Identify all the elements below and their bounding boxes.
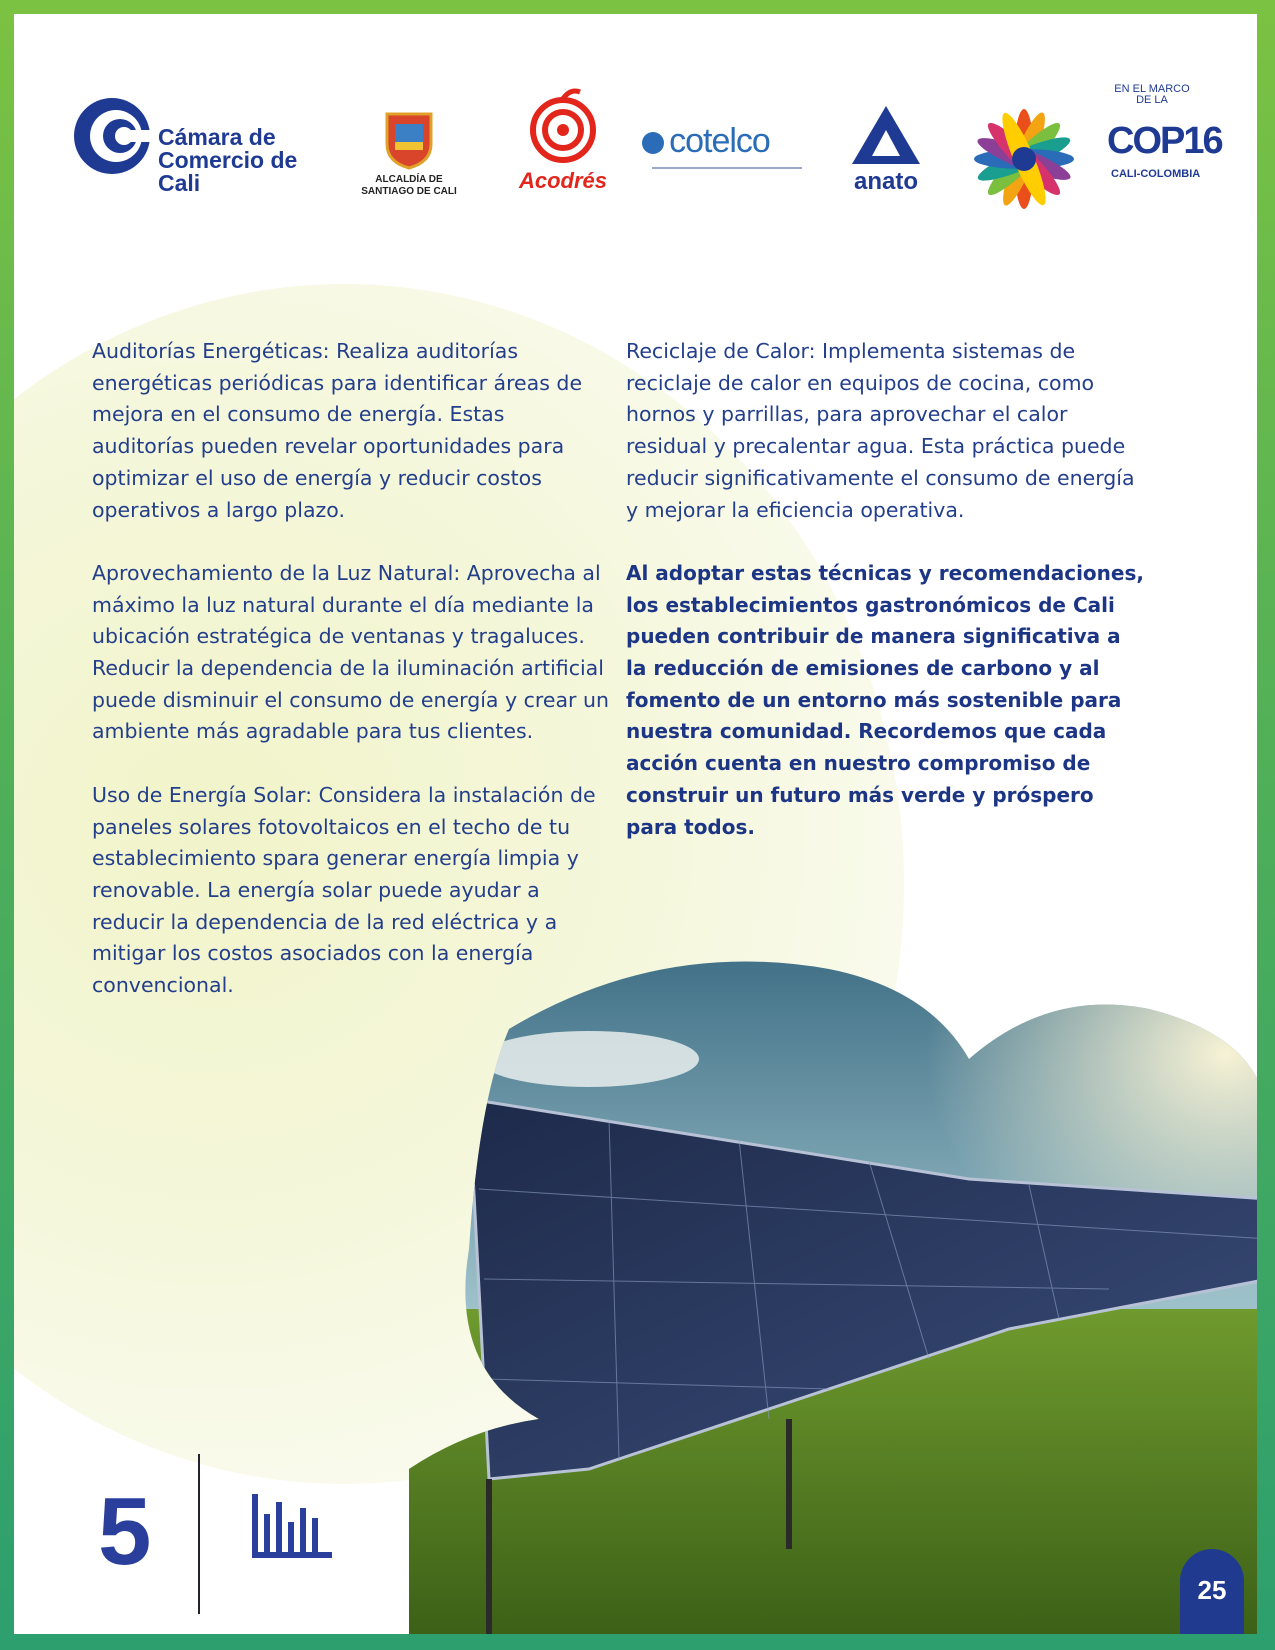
left-column — [92, 336, 612, 1033]
paragraph-conclusion: Al adoptar estas técnicas y recomendaciones, los establecimientos gastronómicos de Cali pueden contribuir de manera significativa a la reducción de emisiones de carbono y al fomento de un entorno más sostenible para nuestra comunidad. Recordemos que cada acción cuenta en nuestro compromiso de construir un futuro más verde y próspero para todos. — [626, 560, 1144, 839]
cop16-sub: CALI-COLOMBIA — [1111, 168, 1201, 180]
anato-name: anato — [853, 168, 918, 195]
paragraph-luz-natural: Aprovechamiento de la Luz Natural: Aprovecha al máximo la luz natural durante el día mediante la ubicación estratégica de ventanas y tragaluces. Reducir la dependencia de la iluminación artificial puede disminuir el consumo de energía y crear un ambiente más agradable para tus clientes. — [92, 560, 609, 744]
alcaldia-logo — [344, 110, 474, 210]
acodres-spiral-icon — [528, 88, 598, 164]
alcaldia-line1: ALCALDÍA DE — [375, 174, 443, 185]
acodres-name: Acodrés — [518, 168, 608, 193]
camara-comercio-logo — [72, 96, 312, 196]
cop16-flower-icon — [959, 94, 1089, 224]
page-number-tab — [1180, 1549, 1244, 1634]
camara-line1: Cámara de — [158, 124, 276, 150]
cotelco-logo — [642, 122, 832, 202]
paragraph-auditorias: Auditorías Energéticas: Realiza auditorías energéticas periódicas para identificar áreas de mejora en el consumo de energía. Estas auditorías pueden revelar oportunidades para optimizar el uso de energía y reducir costos operativos a largo plazo. — [92, 339, 583, 522]
footer-divider — [198, 1454, 200, 1614]
cotelco-divider — [652, 167, 802, 169]
cop16-marco-line1: EN EL MARCO — [1114, 83, 1190, 95]
page-number: 25 — [1197, 1575, 1227, 1605]
step-number: 5 — [98, 1478, 152, 1585]
solar-panels-image — [409, 949, 1257, 1634]
alcaldia-line2: SANTIAGO DE CALI — [361, 186, 457, 197]
logo-bar — [14, 74, 1257, 234]
cop16-logo — [959, 83, 1222, 224]
cop16-name: COP16 — [1107, 120, 1222, 162]
anato-triangle-icon — [850, 104, 922, 166]
cotelco-name: cotelco — [669, 122, 770, 160]
bar-chart-icon — [252, 1492, 336, 1558]
cop16-marco-line2: DE LA — [1136, 94, 1168, 106]
cotelco-dot-icon — [642, 132, 664, 154]
right-column — [626, 336, 1146, 875]
shield-icon — [383, 110, 435, 170]
page — [14, 14, 1257, 1634]
paragraph-energia-solar: Uso de Energía Solar: Considera la instalación de paneles solares fotovoltaicos en el techo de tu establecimiento spara generar energía limpia y renovable. La energía solar puede ayudar a reducir la dependencia de la red eléctrica y a mitigar los costos asociados con la energía convencional. — [92, 782, 596, 998]
camara-line3: Cali — [158, 170, 201, 196]
acodres-logo — [504, 88, 622, 208]
paragraph-reciclaje-calor: Reciclaje de Calor: Implementa sistemas de reciclaje de calor en equipos de cocina, como hornos y parrillas, para aprovechar el calor residual y precalentar agua. Esta práctica puede reducir significativamente el consumo de energía y mejorar la eficiencia operativa. — [626, 339, 1135, 522]
anato-logo — [836, 104, 936, 214]
camara-line2: Comercio de — [158, 147, 298, 173]
camara-emblem-icon — [72, 96, 156, 180]
